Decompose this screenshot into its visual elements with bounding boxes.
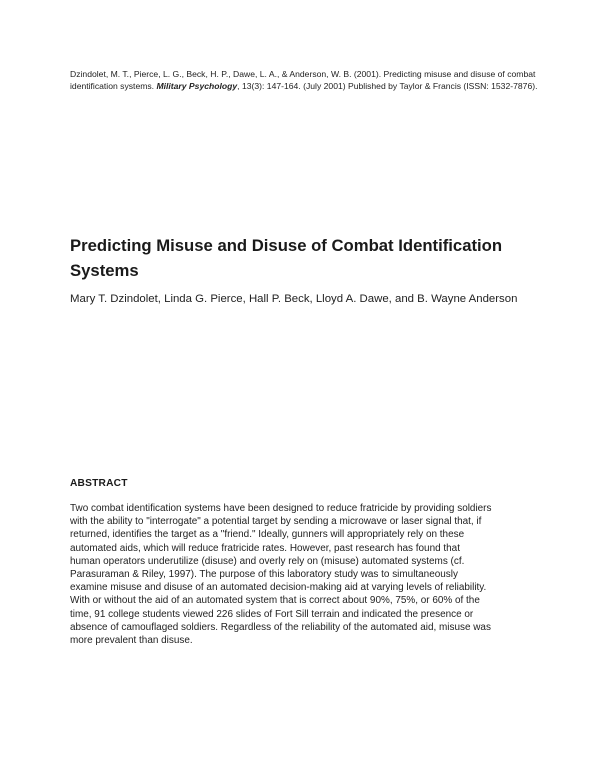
citation-journal: Military Psychology	[156, 80, 238, 91]
abstract-line: With or without the aid of an automated system that is correct about 90%, 75%, or 60% of the	[70, 595, 480, 607]
abstract-heading: ABSTRACT	[70, 478, 128, 489]
citation-authors-and-title: Dzindolet, M. T., Pierce, L. G., Beck, H. P., Dawe, L. A., & Anderson, W. B. (2001). Predicting misuse and disuse of combat identification systems.	[70, 69, 536, 91]
abstract-line: Two combat identification systems have been designed to reduce fratricide by providing soldiers	[70, 503, 492, 514]
author-list: Mary T. Dzindolet, Linda G. Pierce, Hall P. Beck, Lloyd A. Dawe, and B. Wayne Anderson	[70, 293, 518, 305]
abstract-line: Parasuraman & Riley, 1997). The purpose of this laboratory study was to simultaneously	[70, 569, 458, 581]
abstract-line: more prevalent than disuse.	[70, 635, 193, 647]
abstract-line: with the ability to "interrogate" a potential target by sending a microwave or laser signal that, if	[70, 516, 482, 528]
abstract-line: absence of camouflaged soldiers. Regardless of the reliability of the automated aid, misuse was	[70, 621, 491, 633]
citation-volume-and-publisher: , 13(3): 147-164. (July 2001) Published by Taylor & Francis (ISSN: 1532-7876).	[237, 80, 538, 91]
paper-title: Predicting Misuse and Disuse of Combat Identification Systems	[70, 236, 503, 280]
abstract-line: examine misuse and disuse of an automated decision-making aid at varying levels of reliability.	[70, 582, 487, 594]
abstract-line: returned, identifies the target as a "friend." Ideally, gunners will appropriately rely on these	[70, 529, 465, 541]
abstract-line: human operators underutilize (disuse) and overly rely on (misuse) automated systems (cf.	[70, 555, 465, 567]
citation	[70, 69, 540, 93]
abstract-line: automated aids, which will reduce fratricide rates. However, past research has found that	[70, 542, 460, 554]
abstract-body	[70, 502, 540, 647]
abstract-line: time, 91 college students viewed 226 slides of Fort Sill terrain and indicated the presence or	[70, 608, 474, 620]
